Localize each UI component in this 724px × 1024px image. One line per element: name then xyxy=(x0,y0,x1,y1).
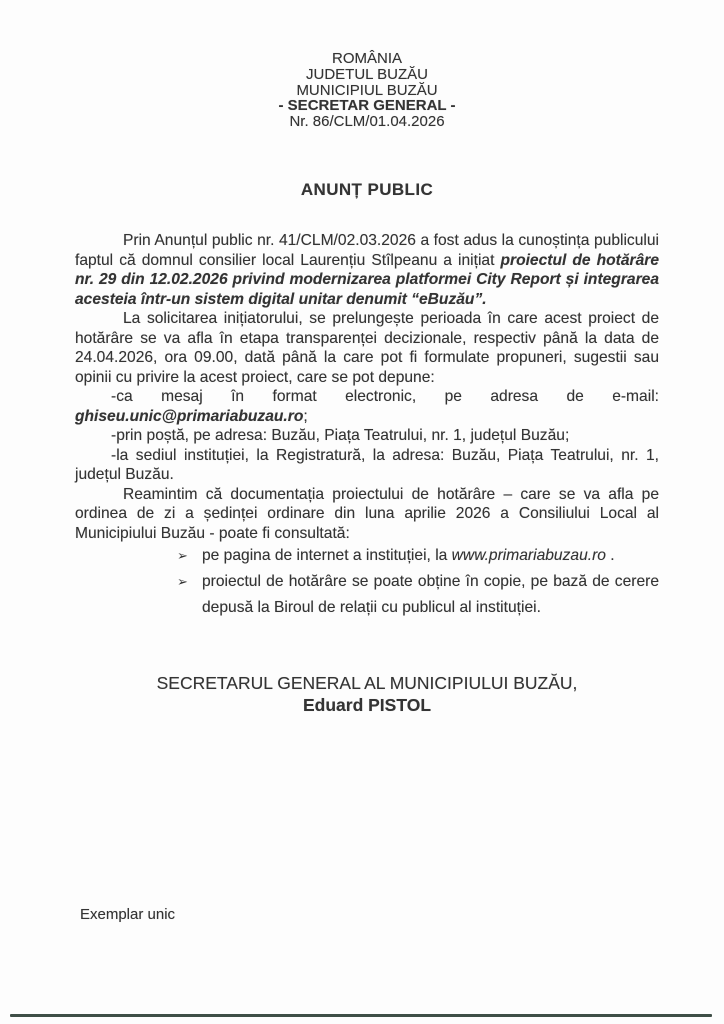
list-item-website-text: pe pagina de internet a instituției, la xyxy=(202,547,452,564)
paragraph-initiation-text: Prin Anunțul public nr. 41/CLM/02.03.2026 a fost adus la cunoștința publicului faptul că domnul consilier local Laurențiu Stîlpeanu a inițiat xyxy=(75,232,659,269)
letterhead-city: MUNICIPIUL BUZĂU xyxy=(296,81,438,99)
signatory-role: SECRETARUL GENERAL AL MUNICIPIULUI BUZĂU, xyxy=(156,673,578,693)
list-item-copy-request xyxy=(175,569,659,621)
arrow-bullet-icon: ➢ xyxy=(177,574,188,589)
letterhead-registration-number: Nr. 86/CLM/01.04.2026 xyxy=(289,113,445,131)
signature-block xyxy=(75,673,659,716)
submission-channel-email-text: -ca mesaj în format electronic, pe adresa de e-mail: xyxy=(111,388,659,405)
letterhead xyxy=(75,51,659,130)
document-body xyxy=(75,231,659,621)
signatory-name: Eduard PISTOL xyxy=(302,694,432,715)
arrow-bullet-icon: ➢ xyxy=(177,548,188,563)
email-address: ghiseu.unic@primariabuzau.ro xyxy=(75,407,304,425)
list-item-website xyxy=(175,543,659,569)
consultation-options-list xyxy=(175,543,659,621)
paragraph-reminder: Reamintim că documentația proiectului de hotărâre – care se va afla pe ordinea de zi a ședinței ordinare din luna aprilie 2026 a Consiliului Local al Municipiului Buzău - poate fi consultată: xyxy=(75,485,659,542)
letterhead-office: - SECRETAR GENERAL - xyxy=(278,97,456,115)
submission-channel-registry: -la sediul instituției, la Registratură, la adresa: Buzău, Piața Teatrului, nr. 1, județul Buzău. xyxy=(75,446,659,483)
website-url: www.primariabuzau.ro xyxy=(451,547,606,564)
submission-channel-email-punctuation: ; xyxy=(303,407,308,425)
bottom-scan-divider xyxy=(10,1014,712,1017)
draft-decision-reference: proiectul de hotărâre nr. 29 din 12.02.2026 privind modernizarea platformei City Report și integrarea acesteia într-un sistem digital unitar denumit “eBuzău”. xyxy=(75,251,660,308)
copy-note: Exemplar unic xyxy=(80,906,176,923)
letterhead-county: JUDETUL BUZĂU xyxy=(306,65,428,83)
submission-channel-email xyxy=(75,387,659,426)
paragraph-extension: La solicitarea inițiatorului, se prelungește perioada în care acest proiect de hotărâre se va afla în etapa transparenței decizionale, respectiv până la data de 24.04.2026, ora 09.00, dată până la care pot fi formulate propuneri, sugestii sau opinii cu privire la acest proiect, care se pot depune: xyxy=(75,310,659,386)
paragraph-initiation xyxy=(75,231,659,309)
list-item-website-punctuation: . xyxy=(605,547,615,564)
letterhead-country: ROMÂNIA xyxy=(331,50,402,67)
list-item-copy-request-text: proiectul de hotărâre se poate obține în copie, pe bază de cerere depusă la Biroul de relații cu publicul al instituției. xyxy=(202,573,659,616)
document-title: ANUNȚ PUBLIC xyxy=(300,180,434,199)
submission-channel-post: -prin poștă, pe adresa: Buzău, Piața Teatrului, nr. 1, județul Buzău; xyxy=(111,427,570,444)
